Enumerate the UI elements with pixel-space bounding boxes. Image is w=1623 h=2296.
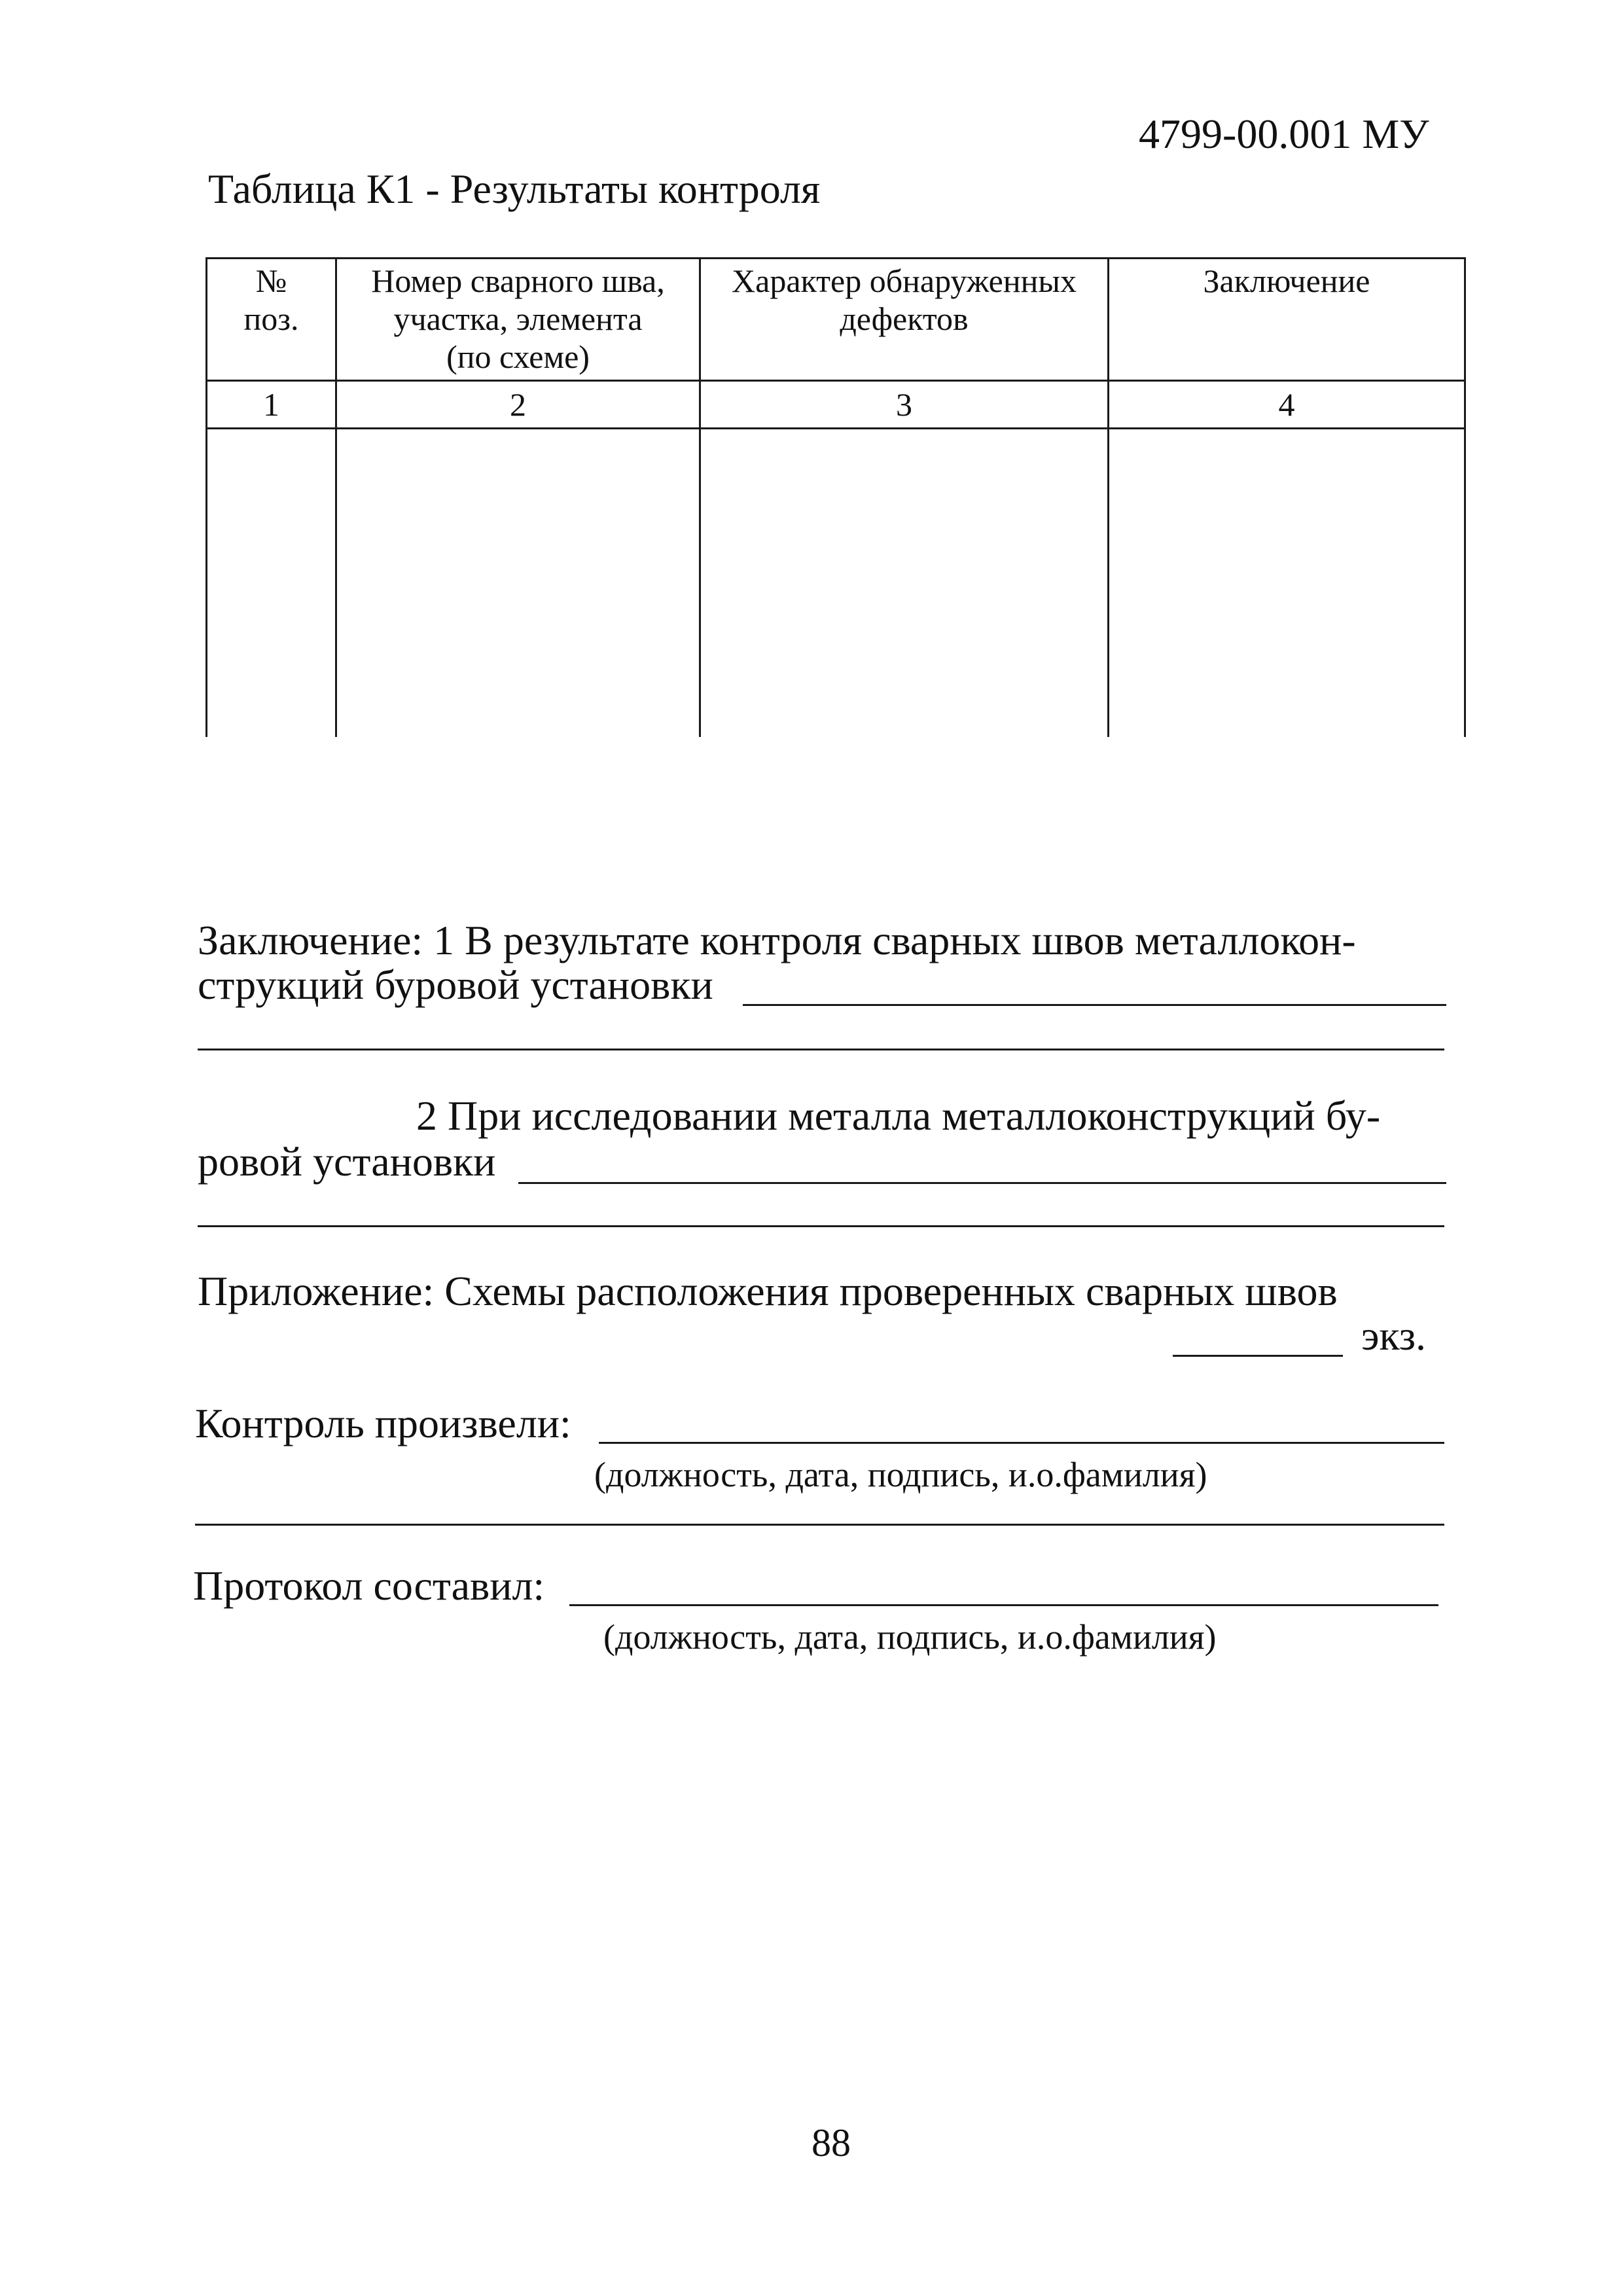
header-cell-weld-number: Номер сварного шва, участка, элемента (по схеме) [336, 259, 700, 381]
table-body-row [207, 429, 1465, 738]
table-column-number-row [207, 381, 1465, 429]
attachment-line: Приложение: Схемы расположения проверенных сварных швов [198, 1268, 1338, 1314]
compiled-by-fill-line[interactable] [569, 1604, 1438, 1606]
conclusion-item1-fill-line-2[interactable] [198, 1049, 1444, 1050]
column-number-cell: 2 [336, 381, 700, 429]
table-header-row [207, 259, 1465, 381]
conclusion-item2-line1: 2 При исследовании металла металлоконструкций бу- [416, 1092, 1381, 1139]
header-cell-defects: Характер обнаруженных дефектов [700, 259, 1109, 381]
results-table [205, 257, 1466, 737]
attachment-copies-unit: экз. [1361, 1312, 1426, 1359]
controlled-by-fill-line-2[interactable] [195, 1524, 1444, 1526]
conclusion-item2-fill-line[interactable] [518, 1182, 1446, 1184]
table-cell-empty[interactable] [1109, 429, 1465, 738]
column-number-cell: 1 [207, 381, 336, 429]
header-cell-position: № поз. [207, 259, 336, 381]
controlled-by-fill-line[interactable] [599, 1442, 1444, 1444]
document-code: 4799-00.001 МУ [1139, 111, 1429, 157]
conclusion-item2-fill-line-2[interactable] [198, 1225, 1444, 1227]
compiled-by-caption: (должность, дата, подпись, и.о.фамилия) [603, 1617, 1217, 1657]
compiled-by-label: Протокол составил: [193, 1562, 545, 1609]
table-cell-empty[interactable] [207, 429, 336, 738]
attachment-copies-fill-line[interactable] [1173, 1355, 1343, 1357]
column-number-cell: 3 [700, 381, 1109, 429]
conclusion-item2-line2: ровой установки [198, 1138, 496, 1185]
table-cell-empty[interactable] [336, 429, 700, 738]
conclusion-item1-line2: струкций буровой установки [198, 961, 713, 1008]
page-number: 88 [812, 2121, 851, 2164]
column-number-cell: 4 [1109, 381, 1465, 429]
table-cell-empty[interactable] [700, 429, 1109, 738]
table-title: Таблица К1 - Результаты контроля [208, 166, 821, 212]
controlled-by-caption: (должность, дата, подпись, и.о.фамилия) [594, 1455, 1207, 1494]
header-cell-conclusion: Заключение [1109, 259, 1465, 381]
conclusion-item1-line1: Заключение: 1 В результате контроля сварных швов металлокон- [198, 917, 1356, 963]
conclusion-item1-fill-line[interactable] [743, 1004, 1446, 1006]
controlled-by-label: Контроль произвели: [195, 1400, 571, 1446]
